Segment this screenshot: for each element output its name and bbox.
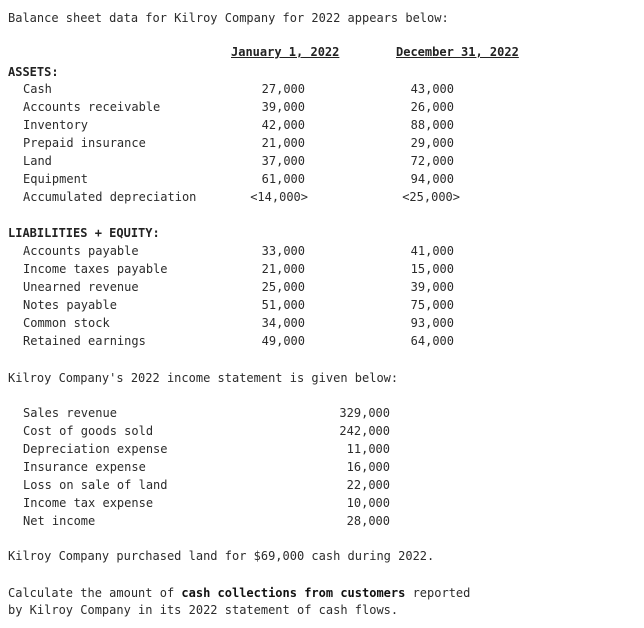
row-value-dec: 93,000 — [410, 316, 454, 330]
row-label: Cost of goods sold — [23, 424, 154, 438]
row-label: Accounts payable — [23, 244, 139, 258]
row-value: 28,000 — [346, 514, 390, 528]
row-value-dec: 39,000 — [410, 280, 454, 294]
row-value-jan: 39,000 — [261, 100, 305, 114]
question-line-1 — [8, 584, 470, 602]
assets-section-title: ASSETS: — [8, 65, 59, 79]
row-label: Land — [23, 154, 52, 168]
row-label: Depreciation expense — [23, 442, 168, 456]
row-value-dec: 15,000 — [410, 262, 454, 276]
question-text-pre: Calculate the amount of — [8, 586, 182, 600]
row-value-dec: 26,000 — [410, 100, 454, 114]
intro-text: Balance sheet data for Kilroy Company for 2022 appears below: — [8, 11, 449, 25]
row-label: Notes payable — [23, 298, 117, 312]
row-label: Accounts receivable — [23, 100, 161, 114]
row-label: Equipment — [23, 172, 89, 186]
row-label: Accumulated depreciation — [23, 190, 197, 204]
row-label: Unearned revenue — [23, 280, 139, 294]
row-value-dec: 64,000 — [410, 334, 454, 348]
row-value: 16,000 — [346, 460, 390, 474]
row-value-jan: 33,000 — [261, 244, 305, 258]
row-value: 329,000 — [339, 406, 390, 420]
row-label: Prepaid insurance — [23, 136, 146, 150]
row-value-dec: 75,000 — [410, 298, 454, 312]
row-label: Net income — [23, 514, 96, 528]
row-label: Common stock — [23, 316, 110, 330]
question-emphasis: cash collections from customers — [181, 586, 406, 600]
row-value-jan: 37,000 — [261, 154, 305, 168]
row-value-jan: 21,000 — [261, 136, 305, 150]
income-intro-text: Kilroy Company's 2022 income statement is given below: — [8, 371, 399, 385]
land-purchase-note: Kilroy Company purchased land for $69,000 cash during 2022. — [8, 549, 435, 563]
row-value: 10,000 — [346, 496, 390, 510]
row-label: Cash — [23, 82, 52, 96]
row-value-jan: 42,000 — [261, 118, 305, 132]
row-label: Sales revenue — [23, 406, 117, 420]
row-label: Income tax expense — [23, 496, 154, 510]
row-value-dec: 94,000 — [410, 172, 454, 186]
row-value-jan: 25,000 — [261, 280, 305, 294]
row-value-jan: 61,000 — [261, 172, 305, 186]
row-label: Inventory — [23, 118, 89, 132]
row-value: 22,000 — [346, 478, 390, 492]
row-value-jan: 34,000 — [261, 316, 305, 330]
column-header-jan: January 1, 2022 — [231, 45, 340, 59]
row-value: 242,000 — [339, 424, 390, 438]
row-value-jan: <14,000> — [250, 190, 308, 204]
column-header-dec: December 31, 2022 — [396, 45, 519, 59]
row-value-jan: 27,000 — [261, 82, 305, 96]
row-value-jan: 51,000 — [261, 298, 305, 312]
row-value-dec: <25,000> — [402, 190, 460, 204]
question-line-2: by Kilroy Company in its 2022 statement of cash flows. — [8, 603, 399, 617]
row-value-jan: 21,000 — [261, 262, 305, 276]
row-label: Income taxes payable — [23, 262, 168, 276]
row-value-dec: 88,000 — [410, 118, 454, 132]
row-label: Loss on sale of land — [23, 478, 168, 492]
row-value-dec: 29,000 — [410, 136, 454, 150]
row-value-dec: 43,000 — [410, 82, 454, 96]
row-label: Insurance expense — [23, 460, 146, 474]
row-label: Retained earnings — [23, 334, 146, 348]
question-text-post: reported — [405, 586, 471, 600]
liabilities-section-title: LIABILITIES + EQUITY: — [8, 226, 160, 240]
row-value-dec: 72,000 — [410, 154, 454, 168]
row-value-dec: 41,000 — [410, 244, 454, 258]
row-value-jan: 49,000 — [261, 334, 305, 348]
row-value: 11,000 — [346, 442, 390, 456]
